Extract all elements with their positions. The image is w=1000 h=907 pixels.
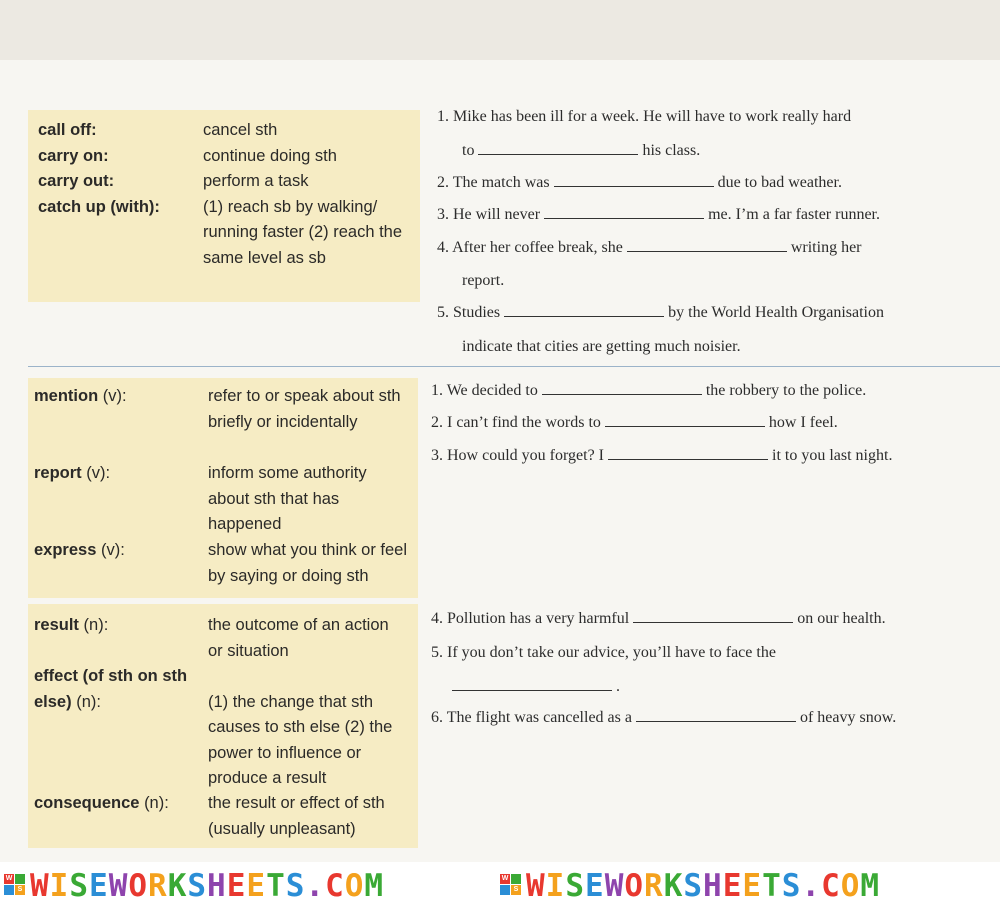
vocab-term: express (v): bbox=[34, 541, 125, 559]
watermark-letter: T bbox=[762, 868, 782, 904]
vocab-term: carry on: bbox=[38, 146, 109, 165]
watermark-letter: S bbox=[69, 868, 90, 904]
watermark-letter: S bbox=[285, 868, 306, 904]
watermark-letter: C bbox=[325, 868, 345, 904]
exercise-item: 4. Pollution has a very harmful on our health. bbox=[431, 610, 886, 627]
answer-blank[interactable] bbox=[627, 239, 787, 252]
exercise-continuation: indicate that cities are getting much noisier. bbox=[462, 338, 741, 355]
watermark-letter: W bbox=[30, 868, 50, 904]
vocab-definition: the result or effect of sth (usually unpleasant) bbox=[208, 794, 385, 838]
exercise-continuation: report. bbox=[462, 272, 505, 289]
watermark-letter: W bbox=[526, 868, 546, 904]
watermark-letter: E bbox=[722, 868, 743, 904]
answer-blank[interactable] bbox=[608, 447, 768, 460]
watermark-letter: . bbox=[801, 868, 822, 904]
watermark-letter: O bbox=[128, 868, 149, 904]
exercise-continuation: to his class. bbox=[462, 142, 701, 159]
vocab-term: mention (v): bbox=[34, 387, 127, 405]
exercise-item: 2. The match was due to bad weather. bbox=[437, 174, 842, 191]
watermark-letter: E bbox=[246, 868, 267, 904]
exercise-item: 5. Studies by the World Health Organisation bbox=[437, 304, 884, 321]
vocab-definition: inform some authority about sth that has happened bbox=[208, 464, 367, 533]
watermark-letter: H bbox=[207, 868, 227, 904]
vocab-definition: continue doing sth bbox=[203, 146, 337, 165]
answer-blank[interactable] bbox=[504, 304, 664, 317]
watermark-letter: O bbox=[840, 868, 861, 904]
watermark-letter: M bbox=[860, 868, 881, 904]
exercise-item: 1. Mike has been ill for a week. He will have to work really hard bbox=[437, 108, 852, 125]
answer-blank[interactable] bbox=[636, 709, 796, 722]
watermark-letter: S bbox=[565, 868, 586, 904]
exercise-item: 3. He will never me. I’m a far faster runner. bbox=[437, 206, 880, 223]
watermark-brand-text bbox=[526, 868, 880, 904]
watermark-letter: T bbox=[266, 868, 286, 904]
answer-blank[interactable] bbox=[478, 142, 638, 155]
watermark-letter: W bbox=[108, 868, 129, 904]
answer-blank[interactable] bbox=[605, 414, 765, 427]
watermark-letter: C bbox=[821, 868, 841, 904]
vocab-definition: refer to or speak about sth briefly or incidentally bbox=[208, 387, 401, 431]
watermark-letter: K bbox=[663, 868, 684, 904]
watermark-letter: I bbox=[49, 868, 70, 904]
watermark-letter: R bbox=[644, 868, 664, 904]
vocab-definition: the outcome of an action or situation bbox=[208, 616, 389, 660]
watermark-letter: R bbox=[148, 868, 168, 904]
vocab-definition: (1) reach sb by walking/ running faster (2) reach the same level as sb bbox=[203, 197, 403, 267]
vocab-definition: perform a task bbox=[203, 172, 309, 190]
watermark-letter: S bbox=[781, 868, 802, 904]
answer-blank[interactable] bbox=[452, 678, 612, 691]
watermark-letter: O bbox=[624, 868, 645, 904]
vocab-term: consequence (n): bbox=[34, 794, 169, 812]
section-divider bbox=[28, 366, 1000, 367]
exercise-item: 3. How could you forget? I it to you last night. bbox=[431, 447, 893, 464]
vocab-term: effect (of sth on sth else) (n): bbox=[34, 667, 188, 711]
vocab-term: catch up (with): bbox=[38, 197, 160, 216]
vocab-definition: cancel sth bbox=[203, 121, 278, 139]
vocab-term: call off: bbox=[38, 121, 97, 139]
answer-blank[interactable] bbox=[633, 610, 793, 623]
exercise-continuation: . bbox=[452, 678, 620, 696]
watermark-letter: E bbox=[89, 868, 109, 904]
exercise-item: 5. If you don’t take our advice, you’ll have to face the bbox=[431, 644, 776, 661]
watermark-letter: . bbox=[305, 868, 326, 904]
watermark-letter: I bbox=[545, 868, 566, 904]
watermark-letter: E bbox=[742, 868, 763, 904]
answer-blank[interactable] bbox=[554, 174, 714, 187]
watermark-brand-text bbox=[30, 868, 384, 904]
vocab-term: report (v): bbox=[34, 464, 111, 482]
vocab-definition: show what you think or feel by saying or doing sth bbox=[208, 541, 408, 585]
exercise-item: 1. We decided to the robbery to the police. bbox=[431, 382, 867, 399]
watermark-footer bbox=[0, 862, 1000, 907]
exercise-item: 4. After her coffee break, she writing her bbox=[437, 239, 862, 256]
vocab-term: result (n): bbox=[34, 616, 109, 634]
answer-blank[interactable] bbox=[544, 206, 704, 219]
watermark-letter: E bbox=[226, 868, 247, 904]
vocab-definition: (1) the change that sth causes to sth else (2) the power to influence or produce a result bbox=[208, 692, 393, 787]
watermark-letter: M bbox=[364, 868, 385, 904]
watermark-letter: W bbox=[604, 868, 625, 904]
watermark-letter: K bbox=[167, 868, 188, 904]
wiseworksheets-logo: W S bbox=[500, 874, 522, 896]
wiseworksheets-logo: W S bbox=[4, 874, 26, 896]
watermark-letter: E bbox=[585, 868, 605, 904]
watermark-letter: H bbox=[703, 868, 723, 904]
watermark-letter: S bbox=[187, 868, 208, 904]
exercise-item: 6. The flight was cancelled as a of heavy snow. bbox=[431, 709, 897, 726]
watermark-letter: O bbox=[344, 868, 365, 904]
faded-page-header bbox=[0, 0, 1000, 60]
exercise-item: 2. I can’t find the words to how I feel. bbox=[431, 414, 838, 431]
watermark-letter: S bbox=[683, 868, 704, 904]
vocab-term: carry out: bbox=[38, 172, 115, 190]
answer-blank[interactable] bbox=[542, 382, 702, 395]
